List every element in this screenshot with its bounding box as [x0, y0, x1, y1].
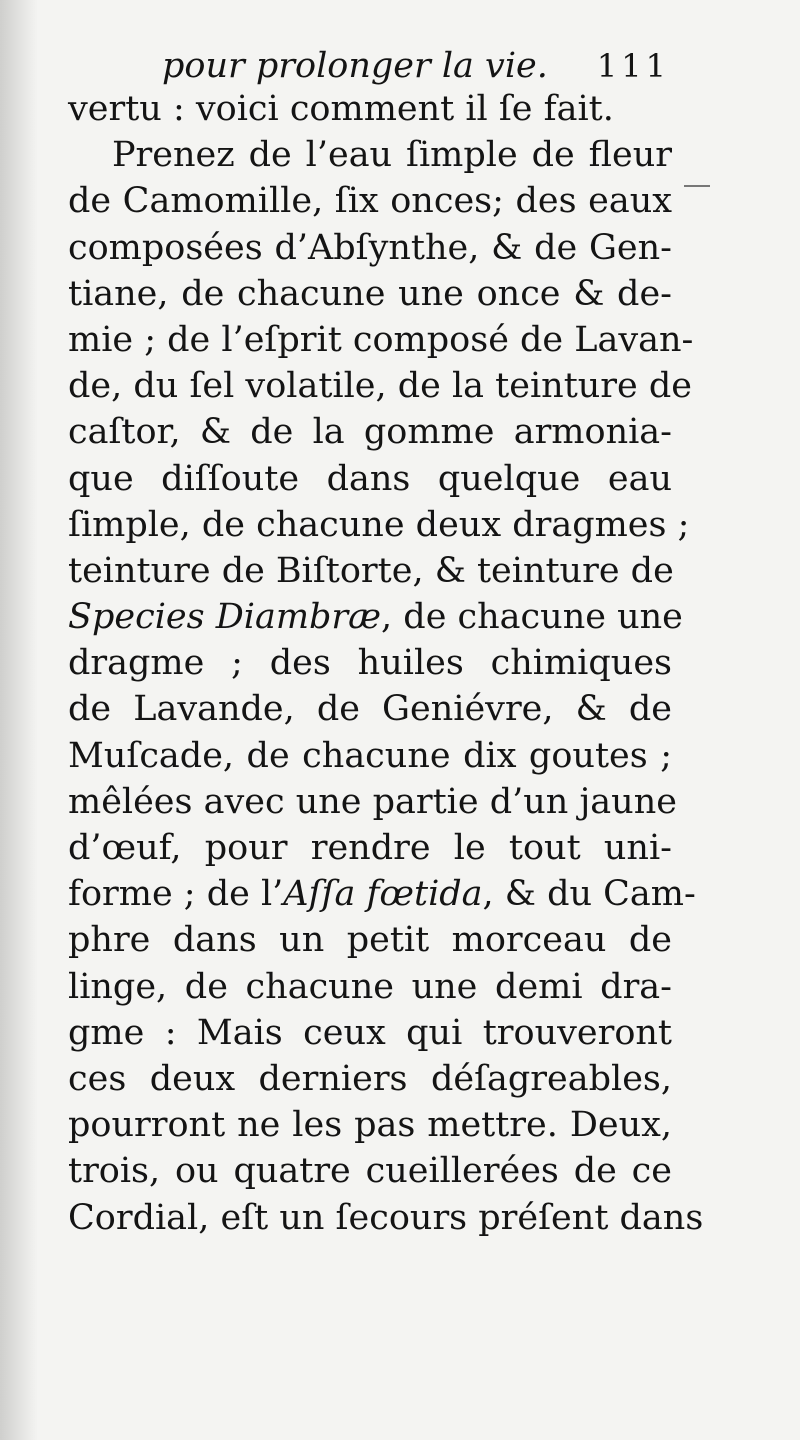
text-line: Cordial, eſt un ſecours préſent dans [68, 1197, 704, 1238]
text-line: Muſcade, de chacune dix goutes ; [68, 735, 672, 776]
text-fragment: , de chacune une [381, 597, 683, 638]
text-line: tiane, de chacune une once & de- [68, 273, 672, 314]
print-mark [684, 185, 710, 187]
text-fragment: , & du Cam- [482, 874, 696, 915]
text-line: caſtor, & de la gomme armonia- [68, 412, 672, 453]
text-line: composées d’Abſynthe, & de Gen- [68, 227, 672, 268]
text-line: que diſſoute dans quelque eau [68, 458, 672, 499]
text-line-species [68, 594, 683, 640]
text-line: ces deux derniers déſagreables, [68, 1058, 672, 1099]
running-head [70, 44, 670, 88]
page-number: 111 [596, 47, 670, 85]
running-title: pour prolonger la vie. [162, 46, 548, 86]
text-line: vertu : voici comment il ſe fait. [68, 89, 614, 129]
text-line: phre dans un petit morceau de [68, 920, 672, 961]
latin-term: Species Diambræ [68, 597, 382, 638]
body-text [68, 86, 704, 1241]
text-line: Prenez de l’eau ſimple de fleur [112, 135, 672, 176]
text-line: de Lavande, de Geniévre, & de [68, 689, 672, 730]
text-line: pourront ne les pas mettre. Deux, [68, 1105, 672, 1146]
text-line: de Camomille, ſix onces; des eaux [68, 181, 672, 222]
text-line: trois, ou quatre cueillerées de ce [68, 1151, 672, 1192]
text-fragment: forme ; de l’ [68, 874, 284, 915]
text-line: d’œuf, pour rendre le tout uni- [68, 828, 672, 868]
text-line: de, du ſel volatile, de la teinture de [68, 366, 692, 407]
text-line-assa [68, 871, 696, 917]
text-line: dragme ; des huiles chimiques [68, 643, 672, 684]
text-line: linge, de chacune une demi dra- [68, 966, 672, 1007]
text-line: mie ; de l’eſprit composé de Lavan- [68, 319, 694, 360]
text-line: ſimple, de chacune deux dragmes ; [68, 504, 690, 545]
text-line: mêlées avec une partie d’un jaune [68, 781, 677, 822]
page-gutter-shadow [0, 0, 38, 1440]
text-line: gme : Mais ceux qui trouveront [68, 1012, 672, 1053]
text-line: teinture de Biſtorte, & teinture de [68, 550, 674, 591]
latin-term: Aſſa fœtida [283, 874, 483, 915]
